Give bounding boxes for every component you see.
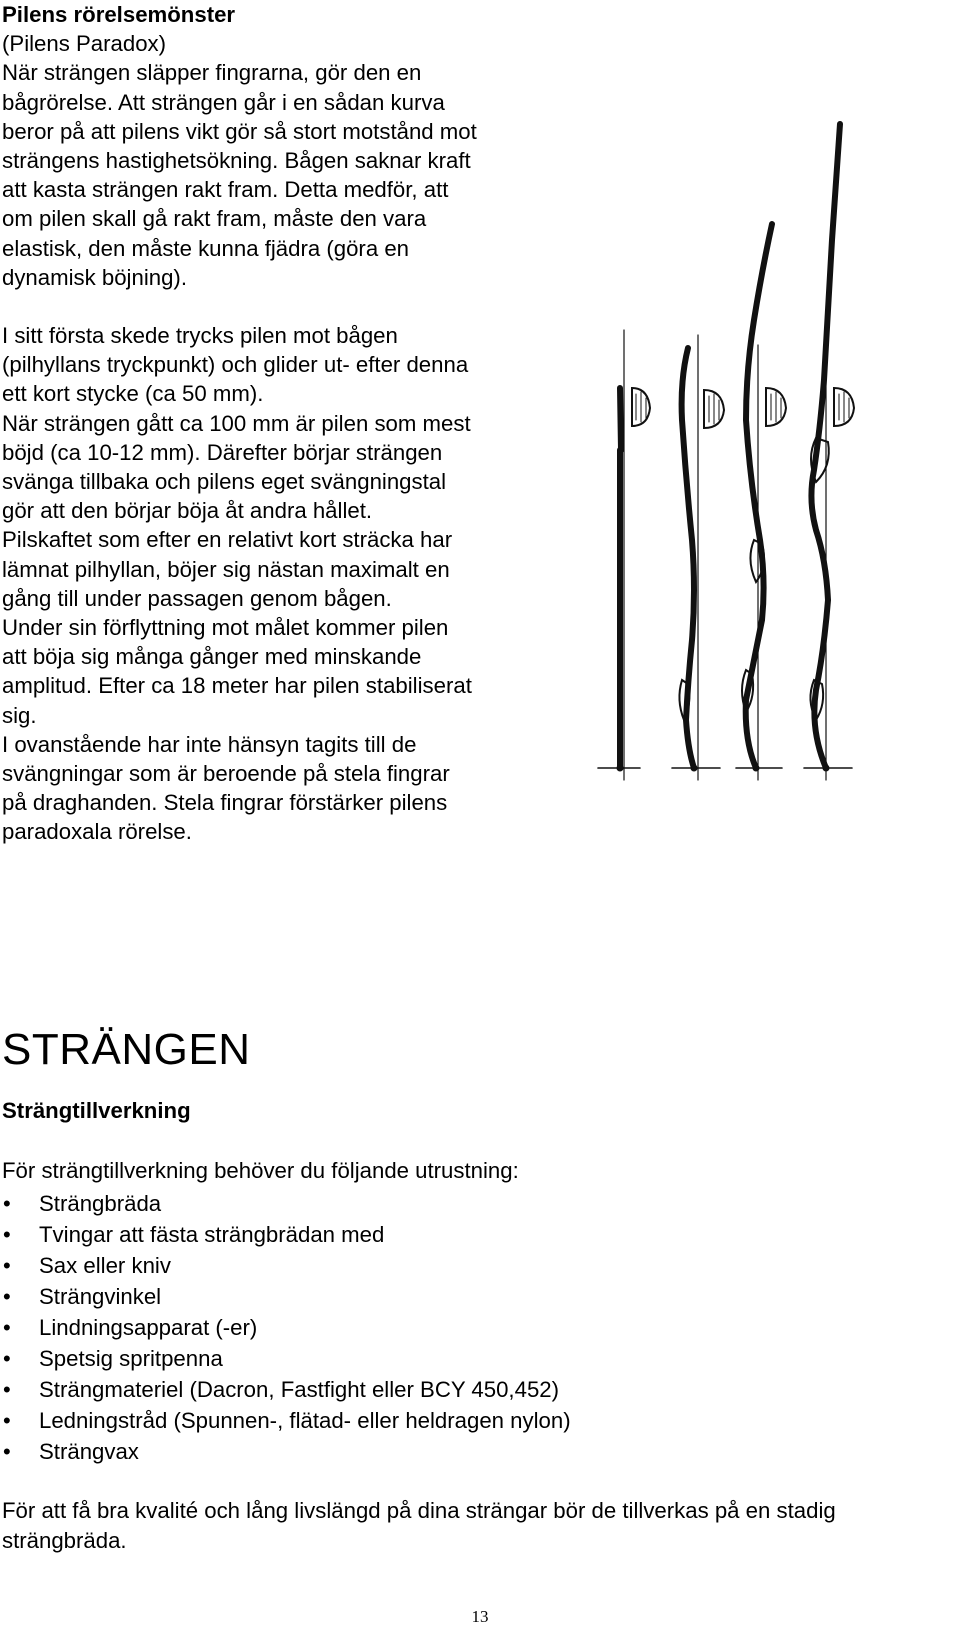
text-line: ett kort stycke (ca 50 mm).	[2, 381, 264, 407]
closing-paragraph	[2, 1496, 960, 1555]
nock-point	[617, 765, 623, 771]
bullet-icon: •	[3, 1377, 11, 1402]
arrow-paradox-illustration	[596, 120, 896, 810]
page-number: 13	[471, 1607, 489, 1626]
arrow-shaft	[746, 224, 772, 768]
list-item-label: Ledningstråd (Spunnen-, flätad- eller heldragen nylon)	[39, 1408, 571, 1433]
text-line: För att få bra kvalité och lång livslängd på dina strängar bör de tillverkas på en stadig	[2, 1498, 836, 1523]
bullet-icon: •	[3, 1222, 11, 1247]
arrow-shaft	[620, 388, 621, 450]
text-line: svängningar som är beroende på stela fingrar	[2, 761, 450, 787]
text-line: lämnat pilhyllan, böjer sig nästan maximalt en	[2, 556, 450, 582]
section-title: Pilens rörelsemönster	[2, 2, 236, 27]
text-line: att böja sig många gånger med minskande	[2, 644, 422, 670]
text-line: sig.	[2, 702, 37, 728]
arrow-stage-2	[672, 335, 724, 780]
list-item	[0, 1219, 571, 1250]
text-line: I ovanstående har inte hänsyn tagits till de	[2, 731, 417, 757]
paragraph-spacer	[2, 292, 562, 321]
text-line: (pilhyllans tryckpunkt) och glider ut- efter denna	[2, 352, 469, 378]
list-item-label: Strängvinkel	[39, 1284, 162, 1309]
section-heading: STRÄNGEN	[2, 1025, 251, 1074]
text-line: att kasta strängen rakt fram. Detta medför, att	[2, 177, 449, 203]
text-line: gång till under passagen genom bågen.	[2, 585, 392, 611]
text-line: om pilen skall gå rakt fram, måste den vara	[2, 206, 427, 232]
arrow-stage-4	[804, 124, 854, 780]
text-line: bågrörelse. Att strängen går i en sådan kurva	[2, 89, 445, 115]
text-line: böjd (ca 10-12 mm). Därefter börjar strängen	[2, 439, 443, 465]
text-line: (Pilens Paradox)	[2, 31, 167, 57]
list-item	[0, 1374, 571, 1405]
bullet-icon: •	[3, 1346, 11, 1371]
bullet-icon: •	[3, 1253, 11, 1278]
list-item	[0, 1188, 571, 1219]
arrow-stage-1	[598, 330, 650, 780]
list-item	[0, 1343, 571, 1374]
list-item	[0, 1405, 571, 1436]
text-line: dynamisk böjning).	[2, 264, 187, 290]
bullet-icon: •	[3, 1191, 11, 1216]
equipment-list	[0, 1188, 571, 1467]
text-line: strängbräda.	[2, 1527, 127, 1553]
text-line: I sitt första skede trycks pilen mot bågen	[2, 323, 398, 349]
list-item-label: Tvingar att fästa strängbrädan med	[39, 1222, 385, 1247]
list-item-label: Sax eller kniv	[39, 1253, 171, 1278]
list-item	[0, 1281, 571, 1312]
text-line: När strängen gått ca 100 mm är pilen som mest	[2, 410, 471, 436]
text-line: elastisk, den måste kunna fjädra (göra en	[2, 235, 410, 261]
equipment-intro: För strängtillverkning behöver du följande utrustning:	[2, 1158, 519, 1183]
bullet-icon: •	[3, 1284, 11, 1309]
text-line: strängens hastighetsökning. Bågen saknar kraft	[2, 148, 471, 174]
paragraph-intro	[2, 29, 562, 292]
bullet-icon: •	[3, 1315, 11, 1340]
list-item	[0, 1250, 571, 1281]
list-item	[0, 1312, 571, 1343]
text-line: paradoxala rörelse.	[2, 819, 192, 845]
bullet-icon: •	[3, 1439, 11, 1464]
list-item-label: Strängvax	[39, 1439, 139, 1464]
bullet-icon: •	[3, 1408, 11, 1433]
section-subheading: Strängtillverkning	[2, 1098, 191, 1123]
nock-point	[823, 765, 829, 771]
nock-point	[753, 765, 759, 771]
list-item	[0, 1436, 571, 1467]
text-line: Pilskaftet som efter en relativt kort sträcka har	[2, 527, 453, 553]
nock-point	[691, 765, 697, 771]
paragraph-body	[2, 321, 562, 847]
list-item-label: Spetsig spritpenna	[39, 1346, 223, 1371]
list-item-label: Strängbräda	[39, 1191, 162, 1216]
paradox-text-column	[2, 0, 562, 847]
list-item-label: Lindningsapparat (-er)	[39, 1315, 258, 1340]
text-line: Under sin förflyttning mot målet kommer pilen	[2, 615, 449, 641]
text-line: amplitud. Efter ca 18 meter har pilen stabiliserat	[2, 673, 472, 699]
arrow-stage-3	[736, 224, 786, 780]
text-line: gör att den börjar böja åt andra hållet.	[2, 498, 373, 524]
text-line: på draghanden. Stela fingrar förstärker pilens	[2, 790, 448, 816]
text-line: svänga tillbaka och pilens eget svängningstal	[2, 469, 447, 495]
text-line: När strängen släpper fingrarna, gör den en	[2, 60, 422, 86]
list-item-label: Strängmateriel (Dacron, Fastfight eller BCY 450,452)	[39, 1377, 560, 1402]
text-line: beror på att pilens vikt gör så stort motstånd mot	[2, 118, 477, 144]
